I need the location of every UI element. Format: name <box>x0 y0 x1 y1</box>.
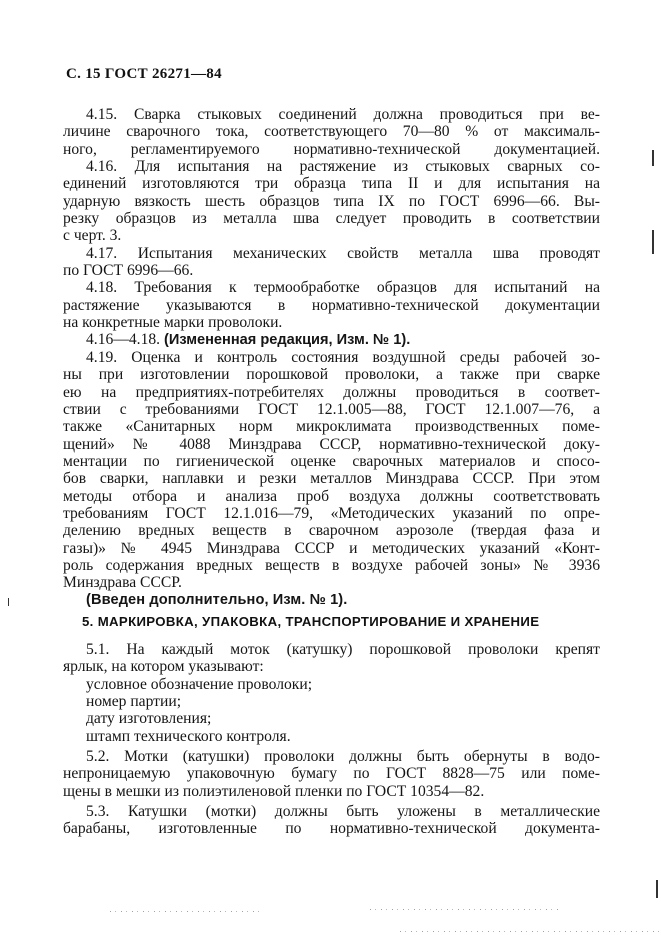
scan-noise <box>110 911 260 912</box>
paragraph-4-18-line-2: растяжение указываются в нормативно-технической документации <box>63 296 600 314</box>
paragraph-4-16-line-3: ударную вязкость шесть образцов типа IX по ГОСТ 6996—66. Вы- <box>63 192 600 210</box>
scan-artifact <box>8 598 9 606</box>
section-4-text <box>63 106 600 609</box>
amendment-note-4-16-4-18 <box>63 331 600 348</box>
label-item-designation: условное обозначение проволоки; <box>86 675 313 693</box>
paragraph-4-17-line-1: 4.17. Испытания механических свойств металла шва проводят <box>86 244 600 262</box>
paragraph-5-1-line-1: 5.1. На каждый моток (катушку) порошковой проволоки крепят <box>86 641 600 658</box>
scan-artifact <box>652 150 654 166</box>
label-item-qc-stamp: штамп технического контроля. <box>86 727 291 745</box>
scan-noise <box>370 909 560 910</box>
paragraph-4-19-line-11: делению вредных веществ в сварочном аэрозоле (твердая фаза и <box>63 522 600 540</box>
scan-artifact <box>656 880 658 898</box>
paragraph-4-19-line-2: ны при изготовлении порошковой проволоки, а также при сварке <box>63 366 600 384</box>
paragraph-5-3-line-2: барабаны, изготовленные по нормативно-технической документа- <box>63 820 600 838</box>
paragraph-4-15-line-2: личине сварочного тока, соответствующего 70—80 % от максималь- <box>63 123 600 141</box>
paragraph-4-19-line-5: также «Санитарных норм микроклимата производственных поме- <box>63 418 600 436</box>
section-5-text <box>63 641 600 838</box>
paragraph-4-19-line-6: щений» № 4088 Минздрава СССР, нормативно-технической доку- <box>63 435 600 453</box>
paragraph-4-18-line-3: на конкретные марки проволоки. <box>63 314 283 332</box>
paragraph-4-18-line-1: 4.18. Требования к термообработке образцов для испытаний на <box>86 279 600 297</box>
paragraph-4-16-line-1: 4.16. Для испытания на растяжение из стыковых сварных со- <box>86 158 600 176</box>
paragraph-4-19-line-14: Минздрава СССР. <box>63 574 182 592</box>
paragraph-4-16-line-5: с черт. 3. <box>63 227 122 245</box>
paragraph-4-19-line-8: бов сварки, наплавки и резки металлов Минздрава СССР. При этом <box>63 470 600 488</box>
paragraph-4-19-line-12: газы)» № 4945 Минздрава СССР и методических указаний «Конт- <box>63 539 600 557</box>
paragraph-4-19-line-4: ствии с требованиями ГОСТ 12.1.005—88, ГОСТ 12.1.007—76, а <box>63 400 600 418</box>
paragraph-4-19-line-7: ментации по гигиенической оценке сварочных материалов и спосо- <box>63 452 600 470</box>
paragraph-5-2-line-1: 5.2. Мотки (катушки) проволоки должны быть обернуты в водо- <box>86 748 600 766</box>
section-5-heading: 5. МАРКИРОВКА, УПАКОВКА, ТРАНСПОРТИРОВАНИЕ И ХРАНЕНИЕ <box>82 614 540 629</box>
paragraph-5-2-line-3: щены в мешки из полиэтиленовой пленки по ГОСТ 10354—82. <box>63 782 485 800</box>
amendment-range: 4.16—4.18. <box>86 331 164 349</box>
paragraph-4-19-line-10: требованиям ГОСТ 12.1.016—79, «Методических указаний по опре- <box>63 504 600 522</box>
scan-noise <box>400 931 660 932</box>
paragraph-4-19-line-9: методы отбора и анализа проб воздуха должны соответствовать <box>63 487 600 505</box>
paragraph-5-3-line-1: 5.3. Катушки (мотки) должны быть уложены в металлические <box>86 803 600 821</box>
paragraph-4-16-line-2: единений изготовляются три образца типа II и для испытания на <box>63 175 600 193</box>
paragraph-5-2-line-2: непроницаемую упаковочную бумагу по ГОСТ 8828—75 или поме- <box>63 765 600 783</box>
label-item-manufacture-date: дату изготовления; <box>86 710 212 728</box>
scan-artifact <box>652 230 654 254</box>
amendment-note-added: (Введен дополнительно, Изм. № 1). <box>86 591 348 608</box>
paragraph-4-15-line-1: 4.15. Сварка стыковых соединений должна проводиться при ве- <box>86 106 600 123</box>
paragraph-4-15-line-3: ного, регламентируемого нормативно-технической документацией. <box>63 140 600 158</box>
paragraph-4-16-line-4: резку образцов из металла шва следует проводить в соответствии <box>63 210 600 228</box>
page-header: С. 15 ГОСТ 26271—84 <box>66 66 222 82</box>
label-item-batch-number: номер партии; <box>86 693 182 711</box>
paragraph-4-17-line-2: по ГОСТ 6996—66. <box>63 262 194 280</box>
paragraph-5-1-line-2: ярлык, на котором указывают: <box>63 658 264 676</box>
paragraph-4-19-line-3: ею на предприятиях-потребителях должны проводиться в соответ- <box>63 383 600 401</box>
amendment-label: (Измененная редакция, Изм. № 1). <box>163 332 411 349</box>
paragraph-4-19-line-1: 4.19. Оценка и контроль состояния воздушной среды рабочей зо- <box>86 348 600 366</box>
paragraph-4-19-line-13: роль содержания вредных веществ в воздухе рабочей зоны» № 3936 <box>63 556 600 574</box>
